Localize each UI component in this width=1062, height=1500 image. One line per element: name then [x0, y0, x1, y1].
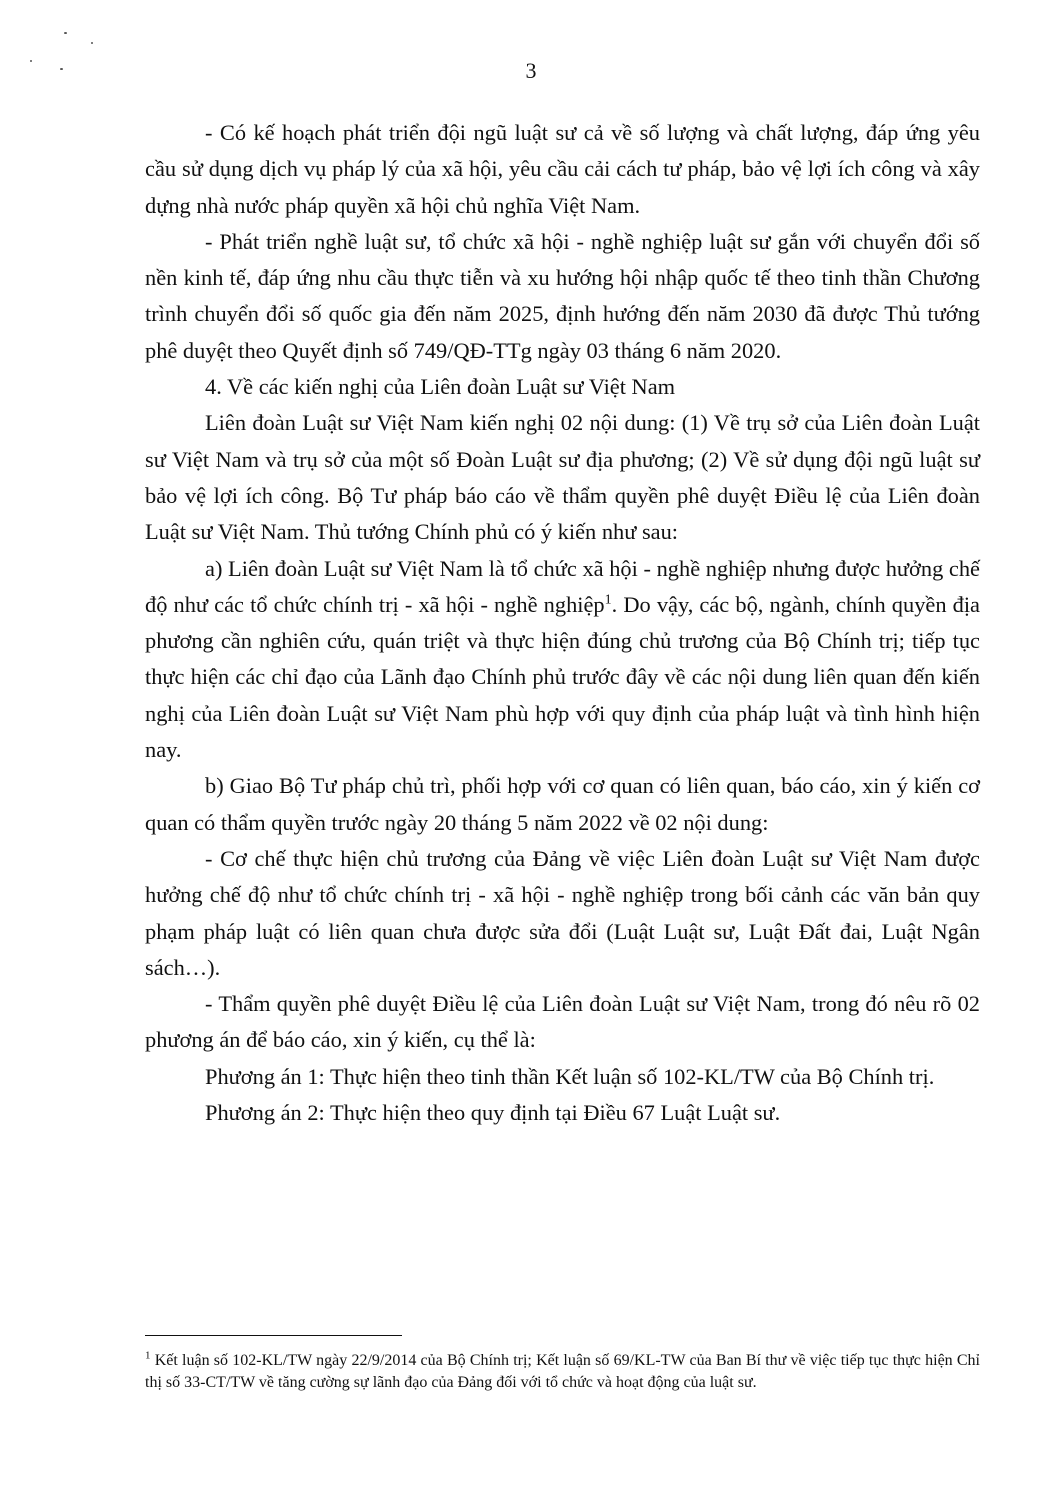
page-number: 3: [525, 58, 537, 83]
paragraph: b) Giao Bộ Tư pháp chủ trì, phối hợp với cơ quan có liên quan, báo cáo, xin ý kiến cơ quan có thẩm quyền trước ngày 20 tháng 5 năm 2022 về 02 nội dung:: [145, 773, 980, 835]
document-body: [145, 115, 980, 1131]
paragraph: Phương án 1: Thực hiện theo tinh thần Kết luận số 102-KL/TW của Bộ Chính trị.: [205, 1063, 935, 1089]
paragraph-text: . Do vậy, các bộ, ngành, chính quyền địa phương cần nghiên cứu, quán triệt và thực hiện đúng chủ trương của Bộ Chính trị; tiếp tục thực hiện các chỉ đạo của Lãnh đạo Chính phủ trước đây về các nội dung liên quan đến kiến nghị của Liên đoàn Luật sư Việt Nam phù hợp với quy định của pháp luật và tình hình hiện nay.: [145, 591, 980, 763]
paragraph: - Phát triển nghề luật sư, tổ chức xã hội - nghề nghiệp luật sư gắn với chuyển đổi số nền kinh tế, đáp ứng nhu cầu thực tiễn và xu hướng hội nhập quốc tế theo tinh thần Chương trình chuyển đổi số quốc gia đến năm 2025, định hướng đến năm 2030 đã được Thủ tướng phê duyệt theo Quyết định số 749/QĐ-TTg ngày 03 tháng 6 năm 2020.: [145, 228, 980, 363]
section-heading: 4. Về các kiến nghị của Liên đoàn Luật sư Việt Nam: [205, 374, 676, 400]
paragraph: Phương án 2: Thực hiện theo quy định tại Điều 67 Luật Luật sư.: [205, 1100, 781, 1126]
paragraph: - Thẩm quyền phê duyệt Điều lệ của Liên đoàn Luật sư Việt Nam, trong đó nêu rõ 02 phương án để báo cáo, xin ý kiến, cụ thể là:: [145, 991, 980, 1053]
scan-speck: [64, 32, 67, 34]
scan-speck: [91, 42, 93, 44]
footnote-separator: [145, 1335, 402, 1336]
paragraph: - Cơ chế thực hiện chủ trương của Đảng về việc Liên đoàn Luật sư Việt Nam được hưởng chế độ như tổ chức chính trị - xã hội - nghề nghiệp trong bối cảnh các văn bản quy phạm pháp luật có liên quan chưa được sửa đổi (Luật Luật sư, Luật Đất đai, Luật Ngân sách…).: [145, 845, 980, 980]
footnote-text: Kết luận số 102-KL/TW ngày 22/9/2014 của Bộ Chính trị; Kết luận số 69/KL-TW của Ban Bí thư về việc tiếp tục thực hiện Chỉ thị số 33-CT/TW về tăng cường sự lãnh đạo của Đảng đối với tổ chức và hoạt động của luật sư.: [145, 1352, 981, 1391]
paragraph: [145, 551, 980, 769]
paragraph: - Có kế hoạch phát triển đội ngũ luật sư cả về số lượng và chất lượng, đáp ứng yêu cầu sử dụng dịch vụ pháp lý của xã hội, yêu cầu cải cách tư pháp, bảo vệ lợi ích công và xây dựng nhà nước pháp quyền xã hội chủ nghĩa Việt Nam.: [145, 120, 980, 218]
footnote: [145, 1350, 980, 1394]
footnote-reference: 1: [604, 592, 612, 608]
paragraph: Liên đoàn Luật sư Việt Nam kiến nghị 02 nội dung: (1) Về trụ sở của Liên đoàn Luật sư Việt Nam và trụ sở của một số Đoàn Luật sư địa phương; (2) Về sử dụng đội ngũ luật sư bảo vệ lợi ích công. Bộ Tư pháp báo cáo về thẩm quyền phê duyệt Điều lệ của Liên đoàn Luật sư Việt Nam. Thủ tướng Chính phủ có ý kiến như sau:: [145, 410, 980, 545]
paragraph-text: a) Liên đoàn Luật sư Việt Nam là tổ chức xã hội - nghề nghiệp nhưng được hưởng chế độ như các tổ chức chính trị - xã hội - nghề nghiệp: [145, 555, 980, 617]
footnote-marker: 1: [145, 1349, 151, 1362]
